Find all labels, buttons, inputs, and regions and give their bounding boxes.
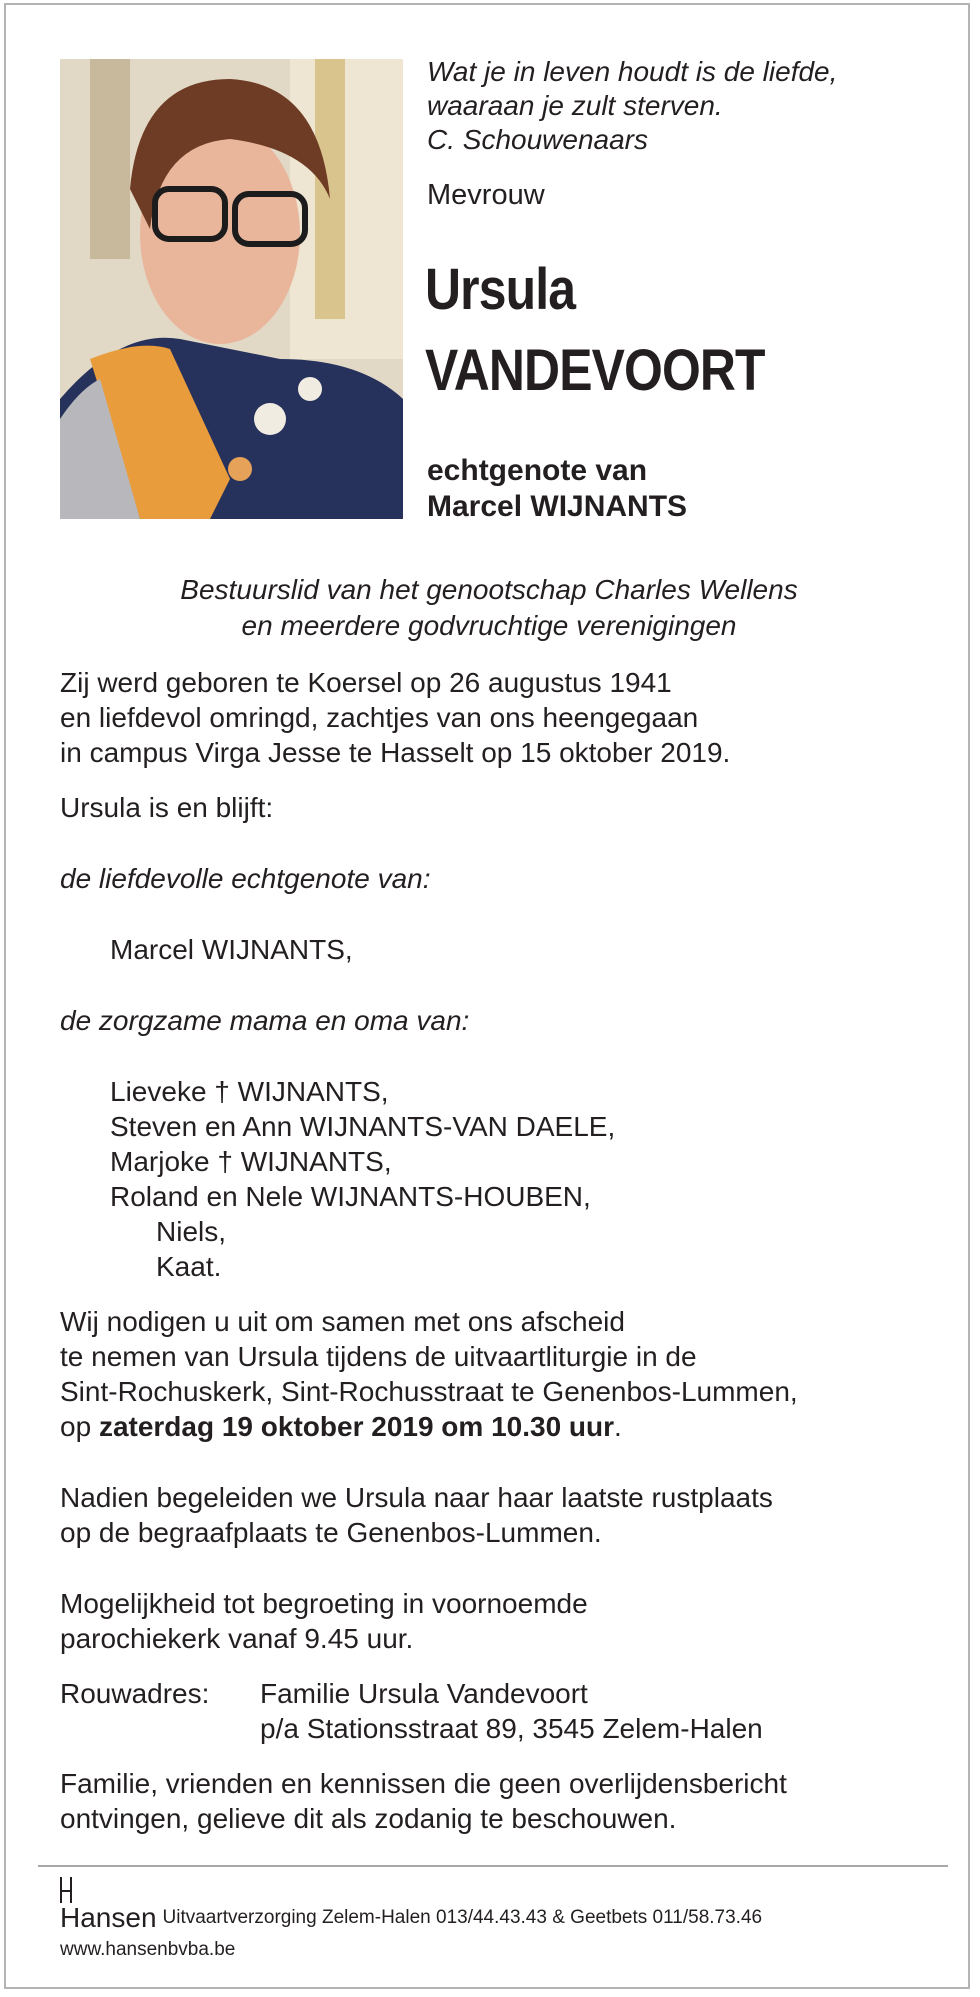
spouse-name-heading: Marcel WIJNANTS bbox=[427, 490, 688, 523]
invitation-line: Wij nodigen u uit om samen met ons afscheid bbox=[60, 1306, 625, 1337]
board-line: Bestuurslid van het genootschap Charles Wellens bbox=[180, 574, 798, 605]
visitation-line: parochiekerk vanaf 9.45 uur. bbox=[60, 1623, 414, 1654]
funeral-home-website[interactable]: www.hansenbvba.be bbox=[60, 1939, 236, 1960]
footer-divider bbox=[38, 1865, 948, 1867]
logo-mark-icon bbox=[60, 1877, 72, 1903]
honorific: Mevrouw bbox=[427, 179, 545, 211]
mourning-address bbox=[60, 1676, 940, 1746]
quote-author: C. Schouwenaars bbox=[427, 124, 649, 155]
address-line: p/a Stationsstraat 89, 3545 Zelem-Halen bbox=[260, 1713, 763, 1744]
funeral-home-logo bbox=[60, 1903, 157, 1933]
invitation-line: Sint-Rochuskerk, Sint-Rochusstraat te Genenbos-Lummen, bbox=[60, 1376, 798, 1407]
address-label: Rouwadres: bbox=[60, 1678, 210, 1709]
child-item: Steven en Ann WIJNANTS-VAN DAELE, bbox=[110, 1111, 616, 1142]
children-heading: de zorgzame mama en oma van: bbox=[60, 1005, 470, 1036]
spouse-block bbox=[427, 453, 687, 525]
burial-line: Nadien begeleiden we Ursula naar haar laatste rustplaats bbox=[60, 1482, 773, 1513]
address-line: Familie Ursula Vandevoort bbox=[260, 1678, 588, 1709]
board-membership bbox=[6, 572, 972, 644]
visitation-line: Mogelijkheid tot begroeting in voornoemde bbox=[60, 1588, 588, 1619]
grandchild-item: Niels, bbox=[156, 1216, 227, 1247]
notice-line: Familie, vrienden en kennissen die geen overlijdensbericht bbox=[60, 1768, 787, 1799]
burial-line: op de begraafplaats te Genenbos-Lummen. bbox=[60, 1517, 602, 1548]
obituary-card bbox=[4, 3, 970, 1989]
notice-paragraph bbox=[60, 1766, 940, 1836]
children-list bbox=[60, 1074, 940, 1284]
invitation-prefix: op bbox=[60, 1411, 99, 1442]
birth-paragraph bbox=[60, 665, 940, 770]
birth-line: en liefdevol omringd, zachtjes van ons heengegaan bbox=[60, 702, 699, 733]
burial-paragraph bbox=[60, 1480, 940, 1550]
quote bbox=[427, 55, 947, 157]
remains-text: Ursula is en blijft: bbox=[60, 792, 274, 823]
birth-line: in campus Virga Jesse te Hasselt op 15 oktober 2019. bbox=[60, 737, 731, 768]
funeral-datetime: zaterdag 19 oktober 2019 om 10.30 uur bbox=[98, 1411, 615, 1442]
quote-line: waaraan je zult sterven. bbox=[427, 90, 723, 121]
portrait-photo bbox=[60, 59, 403, 519]
board-line: en meerdere godvruchtige verenigingen bbox=[241, 610, 737, 641]
invitation-paragraph bbox=[60, 1304, 940, 1444]
child-item: Lieveke † WIJNANTS, bbox=[110, 1076, 389, 1107]
logo-text: Hansen bbox=[60, 1902, 157, 1933]
funeral-home-footer bbox=[60, 1877, 960, 1961]
spouse-name: Marcel WIJNANTS, bbox=[110, 934, 353, 965]
child-item: Marjoke † WIJNANTS, bbox=[110, 1146, 392, 1177]
child-item: Roland en Nele WIJNANTS-HOUBEN, bbox=[110, 1181, 591, 1212]
invitation-line: te nemen van Ursula tijdens de uitvaartliturgie in de bbox=[60, 1341, 697, 1372]
spouse-relation: echtgenote van bbox=[427, 454, 648, 487]
funeral-home-contact: Uitvaartverzorging Zelem-Halen 013/44.43.43 & Geetbets 011/58.73.46 bbox=[162, 1907, 763, 1928]
grandchild-item: Kaat. bbox=[156, 1251, 222, 1282]
last-name: VANDEVOORT bbox=[425, 338, 765, 403]
invitation-suffix: . bbox=[614, 1411, 622, 1442]
invitation-line bbox=[60, 1409, 940, 1444]
spouse-heading: de liefdevolle echtgenote van: bbox=[60, 863, 431, 894]
first-name: Ursula bbox=[425, 257, 576, 322]
quote-line: Wat je in leven houdt is de liefde, bbox=[427, 56, 838, 87]
notice-line: ontvingen, gelieve dit als zodanig te beschouwen. bbox=[60, 1803, 677, 1834]
obituary-body bbox=[60, 665, 940, 1836]
visitation-paragraph bbox=[60, 1586, 940, 1656]
birth-line: Zij werd geboren te Koersel op 26 augustus 1941 bbox=[60, 667, 672, 698]
portrait-illustration bbox=[60, 59, 403, 519]
